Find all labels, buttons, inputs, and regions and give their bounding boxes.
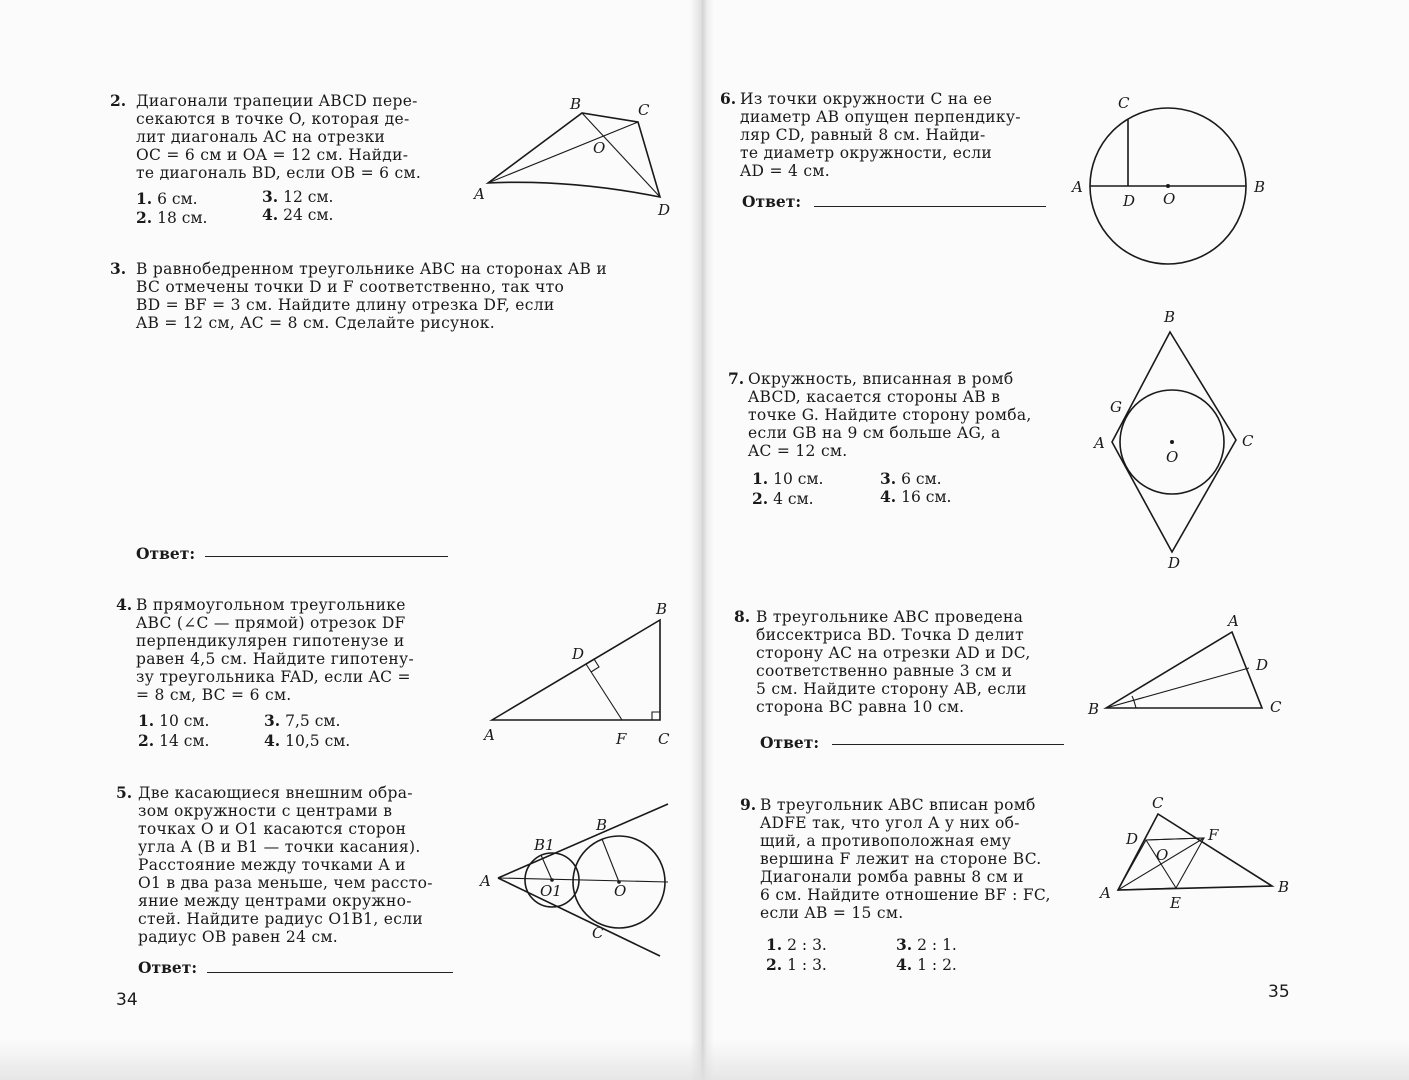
page-bottom-shadow (0, 1040, 1409, 1080)
text-line: BC отмечены точки D и F соответственно, так что (136, 278, 565, 296)
label-e: E (1170, 894, 1181, 912)
label-b: B (596, 816, 608, 834)
answer-options (138, 712, 388, 752)
problem-number: 8. (734, 607, 751, 626)
label-a: A (484, 726, 495, 744)
label-c: C (658, 730, 670, 748)
problem-5 (116, 784, 456, 954)
text-line: щий, а противоположная ему (760, 832, 1012, 850)
text-line: те диаметр окружности, если (740, 144, 992, 162)
text-line: радиус OB равен 24 см. (138, 928, 339, 946)
text-line: если GB на 9 см больше AG, а (748, 424, 1001, 442)
answer-field[interactable] (205, 556, 448, 557)
text-line: вершина F лежит на стороне BC. (760, 850, 1042, 868)
circle-diameter-figure (1070, 90, 1275, 290)
text-line: диаметр AB опущен перпендику- (740, 108, 1021, 126)
label-o: O (614, 882, 627, 900)
problem-text (756, 608, 1064, 716)
problem-number: 7. (728, 369, 745, 388)
answer-field[interactable] (814, 206, 1046, 207)
text-line: яние между центрами окружно- (138, 892, 412, 910)
answer-label: Ответ: (742, 192, 802, 211)
text-line: сторона BC равна 10 см. (756, 698, 965, 716)
option-4[interactable]: 4. 10,5 см. (264, 731, 351, 750)
label-a: A (1072, 178, 1083, 196)
center-dot (1166, 184, 1170, 188)
text-line: соответственно равные 3 см и (756, 662, 1013, 680)
label-b: B (1164, 308, 1176, 326)
answer-label: Ответ: (138, 958, 198, 977)
problem-text (136, 92, 458, 182)
trapezoid-figure (470, 95, 685, 220)
option-3[interactable]: 3. 6 см. (880, 469, 942, 488)
option-1[interactable]: 1. 2 : 3. (766, 935, 827, 954)
text-line: В треугольник ABC вписан ромб (760, 796, 1036, 814)
label-d: D (658, 201, 671, 219)
text-line: O1 в два раза меньше, чем рассто- (138, 874, 433, 892)
answer-options (136, 187, 386, 230)
text-line: Окружность, вписанная в ромб (748, 370, 1014, 388)
answer-label: Ответ: (760, 733, 820, 752)
bisector-triangle-figure (1084, 608, 1294, 723)
label-b: B (656, 600, 668, 618)
problem-text (748, 370, 1054, 460)
label-b1: B1 (534, 836, 555, 854)
problem-text (760, 796, 1070, 922)
text-line: AC = 12 см. (748, 442, 848, 460)
option-3[interactable]: 3. 7,5 см. (264, 711, 341, 730)
problem-number: 3. (110, 259, 127, 278)
inscribed-rhombus-figure (1092, 792, 1302, 917)
label-c: C (592, 924, 604, 942)
text-line: если AB = 15 см. (760, 904, 904, 922)
label-o: O (1163, 190, 1176, 208)
text-line: BD = BF = 3 см. Найдите длину отрезка DF, если (136, 296, 555, 314)
option-4[interactable]: 4. 1 : 2. (896, 955, 957, 974)
text-line: В прямоугольном треугольнике (136, 596, 406, 614)
text-line: лит диагональ AC на отрезки (136, 128, 386, 146)
label-a: A (480, 872, 491, 890)
problem-text (740, 90, 1048, 180)
label-f: F (616, 730, 627, 748)
label-c: C (1270, 698, 1282, 716)
label-g: G (1110, 398, 1122, 416)
label-d: D (1256, 656, 1269, 674)
option-2[interactable]: 2. 14 см. (138, 731, 210, 750)
option-1[interactable]: 1. 10 см. (752, 469, 824, 488)
text-line: точках O и O1 касаются сторон (138, 820, 407, 838)
label-a: A (474, 185, 485, 203)
label-d: D (1123, 192, 1136, 210)
option-3[interactable]: 3. 2 : 1. (896, 935, 957, 954)
text-line: секаются в точке O, которая де- (136, 110, 410, 128)
problem-4 (116, 596, 456, 716)
answer-label: Ответ: (136, 544, 196, 563)
label-o: O (593, 139, 606, 157)
problem-9 (740, 796, 1072, 936)
text-line: Расстояние между точками A и (138, 856, 406, 874)
problem-number: 6. (720, 89, 737, 108)
option-1[interactable]: 1. 10 см. (138, 711, 210, 730)
label-d: D (1168, 554, 1181, 572)
text-line: стей. Найдите радиус O1B1, если (138, 910, 424, 928)
text-line: угла A (B и B1 — точки касания). (138, 838, 421, 856)
problem-text (138, 784, 454, 946)
label-f: F (1208, 826, 1219, 844)
text-line: биссектриса BD. Точка D делит (756, 626, 1024, 644)
problem-number: 4. (116, 595, 133, 614)
option-3[interactable]: 3. 12 см. (262, 187, 334, 206)
text-line: ABCD, касается стороны AB в (748, 388, 1001, 406)
option-1[interactable]: 1. 6 см. (136, 189, 198, 208)
book-spine (690, 0, 714, 1080)
problem-number: 9. (740, 795, 757, 814)
label-c: C (1118, 94, 1130, 112)
problem-text (136, 260, 666, 332)
text-line: Из точки окружности C на ее (740, 90, 993, 108)
text-line: Две касающиеся внешним обра- (138, 784, 413, 802)
text-line: = 8 см, BC = 6 см. (136, 686, 292, 704)
text-line: равен 4,5 см. Найдите гипотену- (136, 650, 414, 668)
text-line: Диагонали ромба равны 8 см и (760, 868, 1024, 886)
label-o: O (1156, 846, 1169, 864)
problem-text (136, 596, 454, 704)
page-number-left: 34 (116, 990, 138, 1010)
problem-number: 2. (110, 91, 127, 110)
text-line: В равнобедренном треугольнике ABC на сторонах AB и (136, 260, 608, 278)
text-line: перпендикулярен гипотенузе и (136, 632, 405, 650)
label-a: A (1100, 884, 1111, 902)
label-a: A (1228, 612, 1239, 630)
label-c: C (1242, 432, 1254, 450)
answer-options (752, 470, 1002, 510)
text-line: ADFE так, что угол A у них об- (760, 814, 1020, 832)
label-a: A (1094, 434, 1105, 452)
label-c: C (1152, 794, 1164, 812)
text-line: OC = 6 см и OA = 12 см. Найди- (136, 146, 409, 164)
problem-8 (734, 608, 1066, 728)
answer-field[interactable] (207, 972, 453, 973)
right-triangle-figure (476, 598, 681, 753)
text-line: AB = 12 см, AC = 8 см. Сделайте рисунок. (136, 314, 495, 332)
problem-number: 5. (116, 783, 133, 802)
option-2[interactable]: 2. 18 см. (136, 208, 208, 227)
text-line: ABC (∠C — прямой) отрезок DF (136, 614, 406, 632)
rhombus-incircle-figure (1086, 306, 1266, 576)
problem-3 (110, 260, 670, 340)
label-o1: O1 (540, 882, 562, 900)
label-b: B (1088, 700, 1100, 718)
option-2[interactable]: 2. 1 : 3. (766, 955, 827, 974)
center-dot (1170, 440, 1174, 444)
problem-7 (728, 370, 1058, 470)
answer-field[interactable] (832, 744, 1064, 745)
label-b: B (1254, 178, 1266, 196)
label-d: D (572, 645, 585, 663)
text-line: 6 см. Найдите отношение BF : FC, (760, 886, 1051, 904)
tangent-circles-figure (472, 796, 677, 976)
label-o: O (1166, 448, 1179, 466)
text-line: ляр CD, равный 8 см. Найди- (740, 126, 986, 144)
label-b: B (1278, 878, 1290, 896)
text-line: зу треугольника FAD, если AC = (136, 668, 411, 686)
text-line: точке G. Найдите сторону ромба, (748, 406, 1032, 424)
page-number-right: 35 (1268, 982, 1290, 1002)
text-line: Диагонали трапеции ABCD пере- (136, 92, 418, 110)
answer-options (766, 936, 1016, 976)
label-c: C (638, 101, 650, 119)
option-4[interactable]: 4. 24 см. (262, 205, 334, 224)
label-b: B (570, 95, 582, 113)
text-line: В треугольнике ABC проведена (756, 608, 1024, 626)
problem-6 (720, 90, 1050, 190)
option-4[interactable]: 4. 16 см. (880, 487, 952, 506)
text-line: сторону AC на отрезки AD и DC, (756, 644, 1031, 662)
text-line: 5 см. Найдите сторону AB, если (756, 680, 1027, 698)
text-line: те диагональ BD, если OB = 6 см. (136, 164, 422, 182)
text-line: AD = 4 см. (740, 162, 830, 180)
text-line: зом окружности с центрами в (138, 802, 393, 820)
option-2[interactable]: 2. 4 см. (752, 489, 814, 508)
label-d: D (1126, 830, 1139, 848)
